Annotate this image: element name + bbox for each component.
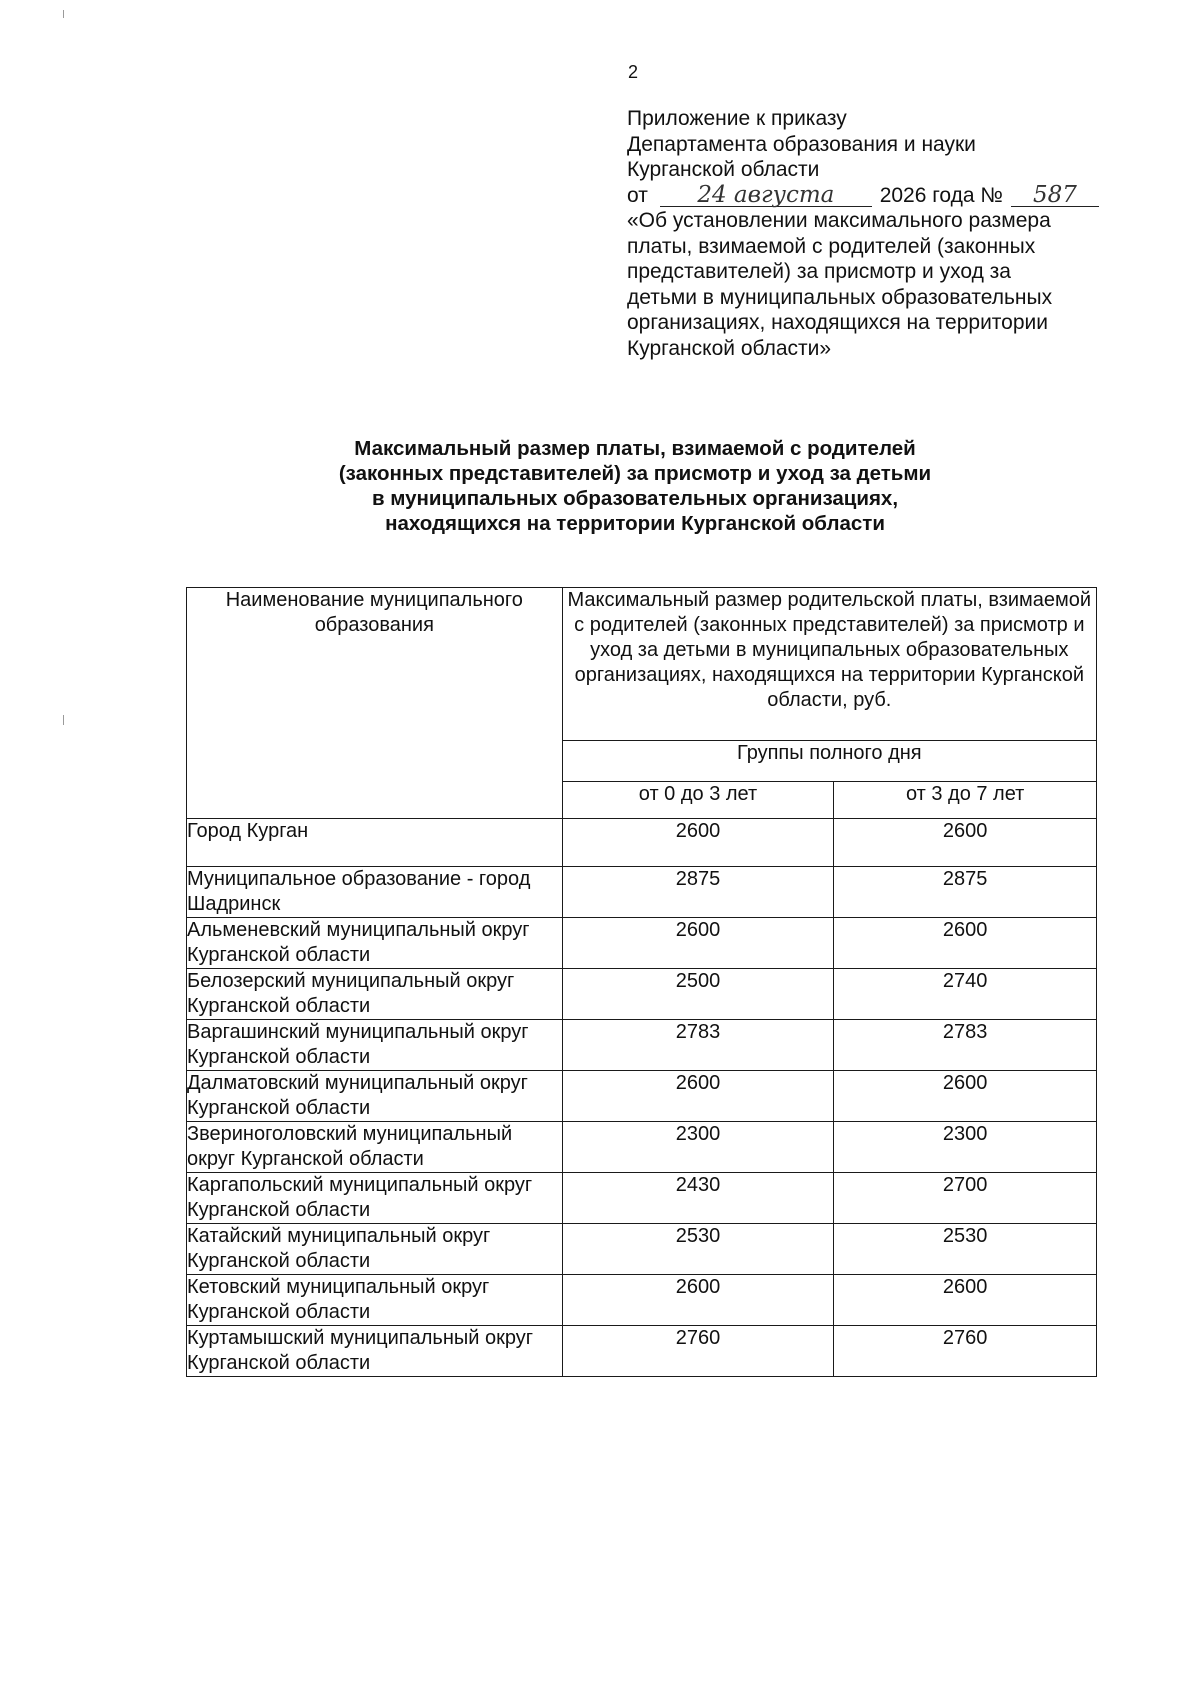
municipality-cell: Белозерский муниципальный округ Курганской области xyxy=(187,969,563,1020)
municipality-cell: Каргапольский муниципальный округ Курганской области xyxy=(187,1173,563,1224)
fee-0-3-cell: 2783 xyxy=(562,1020,834,1071)
fee-3-7-cell: 2760 xyxy=(834,1326,1097,1377)
fee-0-3-cell: 2875 xyxy=(562,867,834,918)
fee-0-3-cell: 2760 xyxy=(562,1326,834,1377)
municipality-cell: Муниципальное образование - город Шадринск xyxy=(187,867,563,918)
table-row xyxy=(187,819,1097,867)
fee-3-7-cell: 2700 xyxy=(834,1173,1097,1224)
order-date-number-line xyxy=(627,183,1097,209)
fee-0-3-cell: 2500 xyxy=(562,969,834,1020)
table-row xyxy=(187,1173,1097,1224)
page-number: 2 xyxy=(628,62,639,82)
fee-3-7-cell: 2740 xyxy=(834,969,1097,1020)
fee-0-3-cell: 2530 xyxy=(562,1224,834,1275)
table-row xyxy=(187,1020,1097,1071)
title-line: в муниципальных образовательных организациях, xyxy=(371,487,899,510)
header-max-fee: Максимальный размер родительской платы, взимаемой с родителей (законных представителей) за присмотр и уход за детьми в муниципальных образовательных организациях, находящихся на территории Курганской области, руб. xyxy=(562,588,1096,741)
scan-edge-mark xyxy=(63,10,64,18)
fee-0-3-cell: 2600 xyxy=(562,1071,834,1122)
title-line: (законных представителей) за присмотр и уход за детьми xyxy=(338,462,932,485)
table-row xyxy=(187,969,1097,1020)
subject-line: представителей) за присмотр и уход за xyxy=(627,260,1011,283)
header-age-0-3: от 0 до 3 лет xyxy=(562,782,834,819)
fee-3-7-cell: 2600 xyxy=(834,918,1097,969)
subject-line: организациях, находящихся на территории xyxy=(627,311,1048,334)
appendix-block xyxy=(627,106,1097,361)
fee-3-7-cell: 2600 xyxy=(834,819,1097,867)
fee-0-3-cell: 2600 xyxy=(562,819,834,867)
fee-3-7-cell: 2783 xyxy=(834,1020,1097,1071)
fee-3-7-cell: 2300 xyxy=(834,1122,1097,1173)
header-full-day-groups: Группы полного дня xyxy=(562,741,1096,782)
handwritten-date: 24 августа xyxy=(660,184,872,207)
year-number-label: 2026 года № xyxy=(879,183,1003,207)
table-row xyxy=(187,1224,1097,1275)
municipality-cell: Альменевский муниципальный округ Курганской области xyxy=(187,918,563,969)
appendix-line: Департамента образования и науки xyxy=(627,132,976,156)
municipality-cell: Город Курган xyxy=(187,819,563,867)
municipality-cell: Далматовский муниципальный округ Курганской области xyxy=(187,1071,563,1122)
municipality-cell: Варгашинский муниципальный округ Курганской области xyxy=(187,1020,563,1071)
municipality-cell: Звериноголовский муниципальный округ Курганской области xyxy=(187,1122,563,1173)
municipality-cell: Катайский муниципальный округ Курганской области xyxy=(187,1224,563,1275)
fee-3-7-cell: 2600 xyxy=(834,1275,1097,1326)
handwritten-order-number: 587 xyxy=(1011,184,1099,207)
subject-line: Курганской области» xyxy=(627,336,832,360)
subject-line: детьми в муниципальных образовательных xyxy=(627,285,1053,309)
fee-3-7-cell: 2600 xyxy=(834,1071,1097,1122)
from-label: от xyxy=(627,183,648,207)
table-row xyxy=(187,1071,1097,1122)
table-row xyxy=(187,867,1097,918)
appendix-line: Приложение к приказу xyxy=(627,107,847,130)
table-row xyxy=(187,918,1097,969)
fee-0-3-cell: 2600 xyxy=(562,918,834,969)
document-title xyxy=(195,436,1075,536)
header-municipality: Наименование муниципального образования xyxy=(187,588,563,819)
subject-line: платы, взимаемой с родителей (законных xyxy=(627,234,1036,258)
fee-0-3-cell: 2430 xyxy=(562,1173,834,1224)
header-age-3-7: от 3 до 7 лет xyxy=(834,782,1097,819)
fees-table xyxy=(186,587,1097,1377)
table-row xyxy=(187,1326,1097,1377)
scan-edge-mark xyxy=(63,715,64,725)
fee-0-3-cell: 2600 xyxy=(562,1275,834,1326)
table-row xyxy=(187,1275,1097,1326)
municipality-cell: Куртамышский муниципальный округ Курганской области xyxy=(187,1326,563,1377)
appendix-line: Курганской области xyxy=(627,158,820,181)
fee-0-3-cell: 2300 xyxy=(562,1122,834,1173)
subject-line: «Об установлении максимального размера xyxy=(627,209,1051,232)
fee-3-7-cell: 2530 xyxy=(834,1224,1097,1275)
fee-3-7-cell: 2875 xyxy=(834,867,1097,918)
title-line: находящихся на территории Курганской области xyxy=(385,512,885,535)
title-line: Максимальный размер платы, взимаемой с родителей xyxy=(354,437,916,460)
municipality-cell: Кетовский муниципальный округ Курганской области xyxy=(187,1275,563,1326)
table-row xyxy=(187,1122,1097,1173)
